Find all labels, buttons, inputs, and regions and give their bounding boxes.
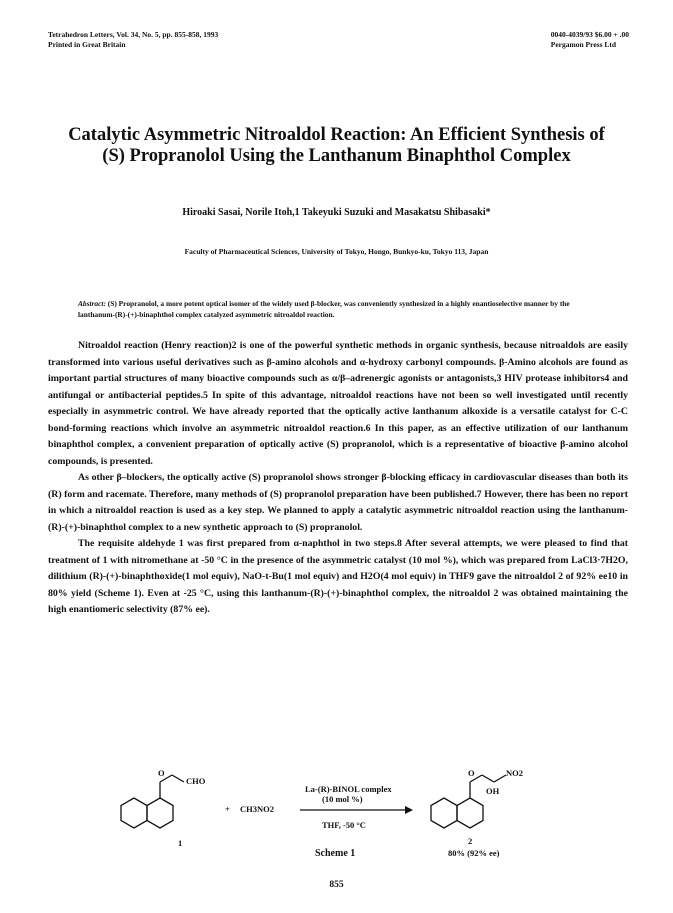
abstract xyxy=(78,298,598,320)
article-body xyxy=(48,338,628,619)
abstract-label: Abstract: xyxy=(78,299,106,308)
printed-location: Printed in Great Britain xyxy=(48,40,126,49)
paragraph-3: The requisite aldehyde 1 was first prepared from α-naphthol in two steps.8 After several attempts, we were pleased to find that treatment of 1 with nitromethane at -50 °C in the presence of the asymmetric catalyst (10 mol %), which was prepared from LaCl3·7H2O, dilithium (R)-(+)-binaphthoxide(1 mol equiv), NaO-t-Bu(1 mol equiv) and H2O(4 mol equiv) in THF9 gave the nitroaldol 2 of 92% ee10 in 80% yield (Scheme 1). Even at -25 °C, using this lanthanum-(R)-(+)-binaphthol complex, the nitroaldol 2 was obtained maintaining the high enantiomeric selectivity (87% ee). xyxy=(48,538,628,615)
catalyst-label: La-(R)-BINOL complex xyxy=(305,784,392,794)
naphthalene-2-icon xyxy=(431,775,506,828)
paragraph-1: Nitroaldol reaction (Henry reaction)2 is one of the powerful synthetic methods in organic synthesis, because nitroaldols are easily transformed into various useful derivatives such as β-amino alcohols and α-hydroxy carbonyl compounds. β-Amino alcohols are found as important partial structures of many bioactive compounds such as α/β–adrenergic agonists or antagonists,3 HIV protease inhibitors4 and antifungal or antibacterial peptides.5 In spite of this advantage, nitroaldol reactions have not been so well investigated until recently especially in asymmetric control. We have already reported that the optically active lanthanum alkoxide is a versatile catalyst for C-C bond-forming reactions which involve an asymmetric nitroaldol reaction.6 In this paper, as an effective utilization of our lanthanum binaphthol complex, a convenient preparation of optically active (S) propranolol, which is a representative of bioactive β-amino alcohol compounds, is presented. xyxy=(48,340,628,467)
hydroxyl-label: OH xyxy=(486,786,500,796)
aldehyde-label: CHO xyxy=(186,776,206,786)
page-number: 855 xyxy=(329,880,344,890)
author-list: Hiroaki Sasai, Norile Itoh,1 Takeyuki Suzuki and Masakatsu Shibasaki* xyxy=(182,207,491,218)
abstract-text: (S) Propranolol, a more potent optical isomer of the widely used β-blocker, was conveniently synthesized in a highly enantioselective manner by the lanthanum-(R)-(+)-binaphthol complex catalyzed asymmetric nitroaldol reaction. xyxy=(78,299,570,319)
nitro-label: NO2 xyxy=(506,768,523,778)
reagent-label: CH3NO2 xyxy=(240,804,274,814)
catalyst-loading: (10 mol %) xyxy=(322,794,363,804)
scheme-caption: Scheme 1 xyxy=(315,848,356,859)
reaction-conditions: THF, -50 °C xyxy=(322,820,366,830)
title-line-2: (S) Propranolol Using the Lanthanum Binaphthol Complex xyxy=(102,146,571,166)
compound-1-number: 1 xyxy=(178,838,183,848)
article-title xyxy=(0,125,673,167)
arrow-head-icon xyxy=(405,806,413,814)
scheme-1 xyxy=(100,768,580,868)
compound-2-number: 2 xyxy=(468,836,473,846)
journal-header xyxy=(48,30,218,50)
oxygen-label-1: O xyxy=(158,768,165,778)
publisher-header xyxy=(551,30,629,50)
oxygen-label-2: O xyxy=(468,768,475,778)
yield-label: 80% (92% ee) xyxy=(448,848,500,858)
publisher-name: Pergamon Press Ltd xyxy=(550,40,617,49)
issn-code: 0040-4039/93 $6.00 + .00 xyxy=(550,30,629,39)
naphthalene-1-icon xyxy=(121,775,184,828)
plus-sign: + xyxy=(225,804,230,814)
journal-citation: Tetrahedron Letters, Vol. 34, No. 5, pp. 855-858, 1993 xyxy=(48,30,219,39)
title-line-1: Catalytic Asymmetric Nitroaldol Reaction: An Efficient Synthesis of xyxy=(68,125,605,145)
paragraph-2: As other β–blockers, the optically active (S) propranolol shows stronger β-blocking efficacy in cardiovascular diseases than both its (R) form and racemate. Therefore, many methods of (S) propranolol preparation have been published.7 However, there has been no report in which a nitroaldol reaction is used as a key step. We planned to apply a catalytic asymmetric nitroaldol reaction using the lanthanum-(R)-(+)-binaphthol complex to a new synthetic approach to (S) propranolol. xyxy=(48,472,628,533)
affiliation: Faculty of Pharmaceutical Sciences, University of Tokyo, Hongo, Bunkyo-ku, Tokyo 113, Japan xyxy=(184,247,489,256)
